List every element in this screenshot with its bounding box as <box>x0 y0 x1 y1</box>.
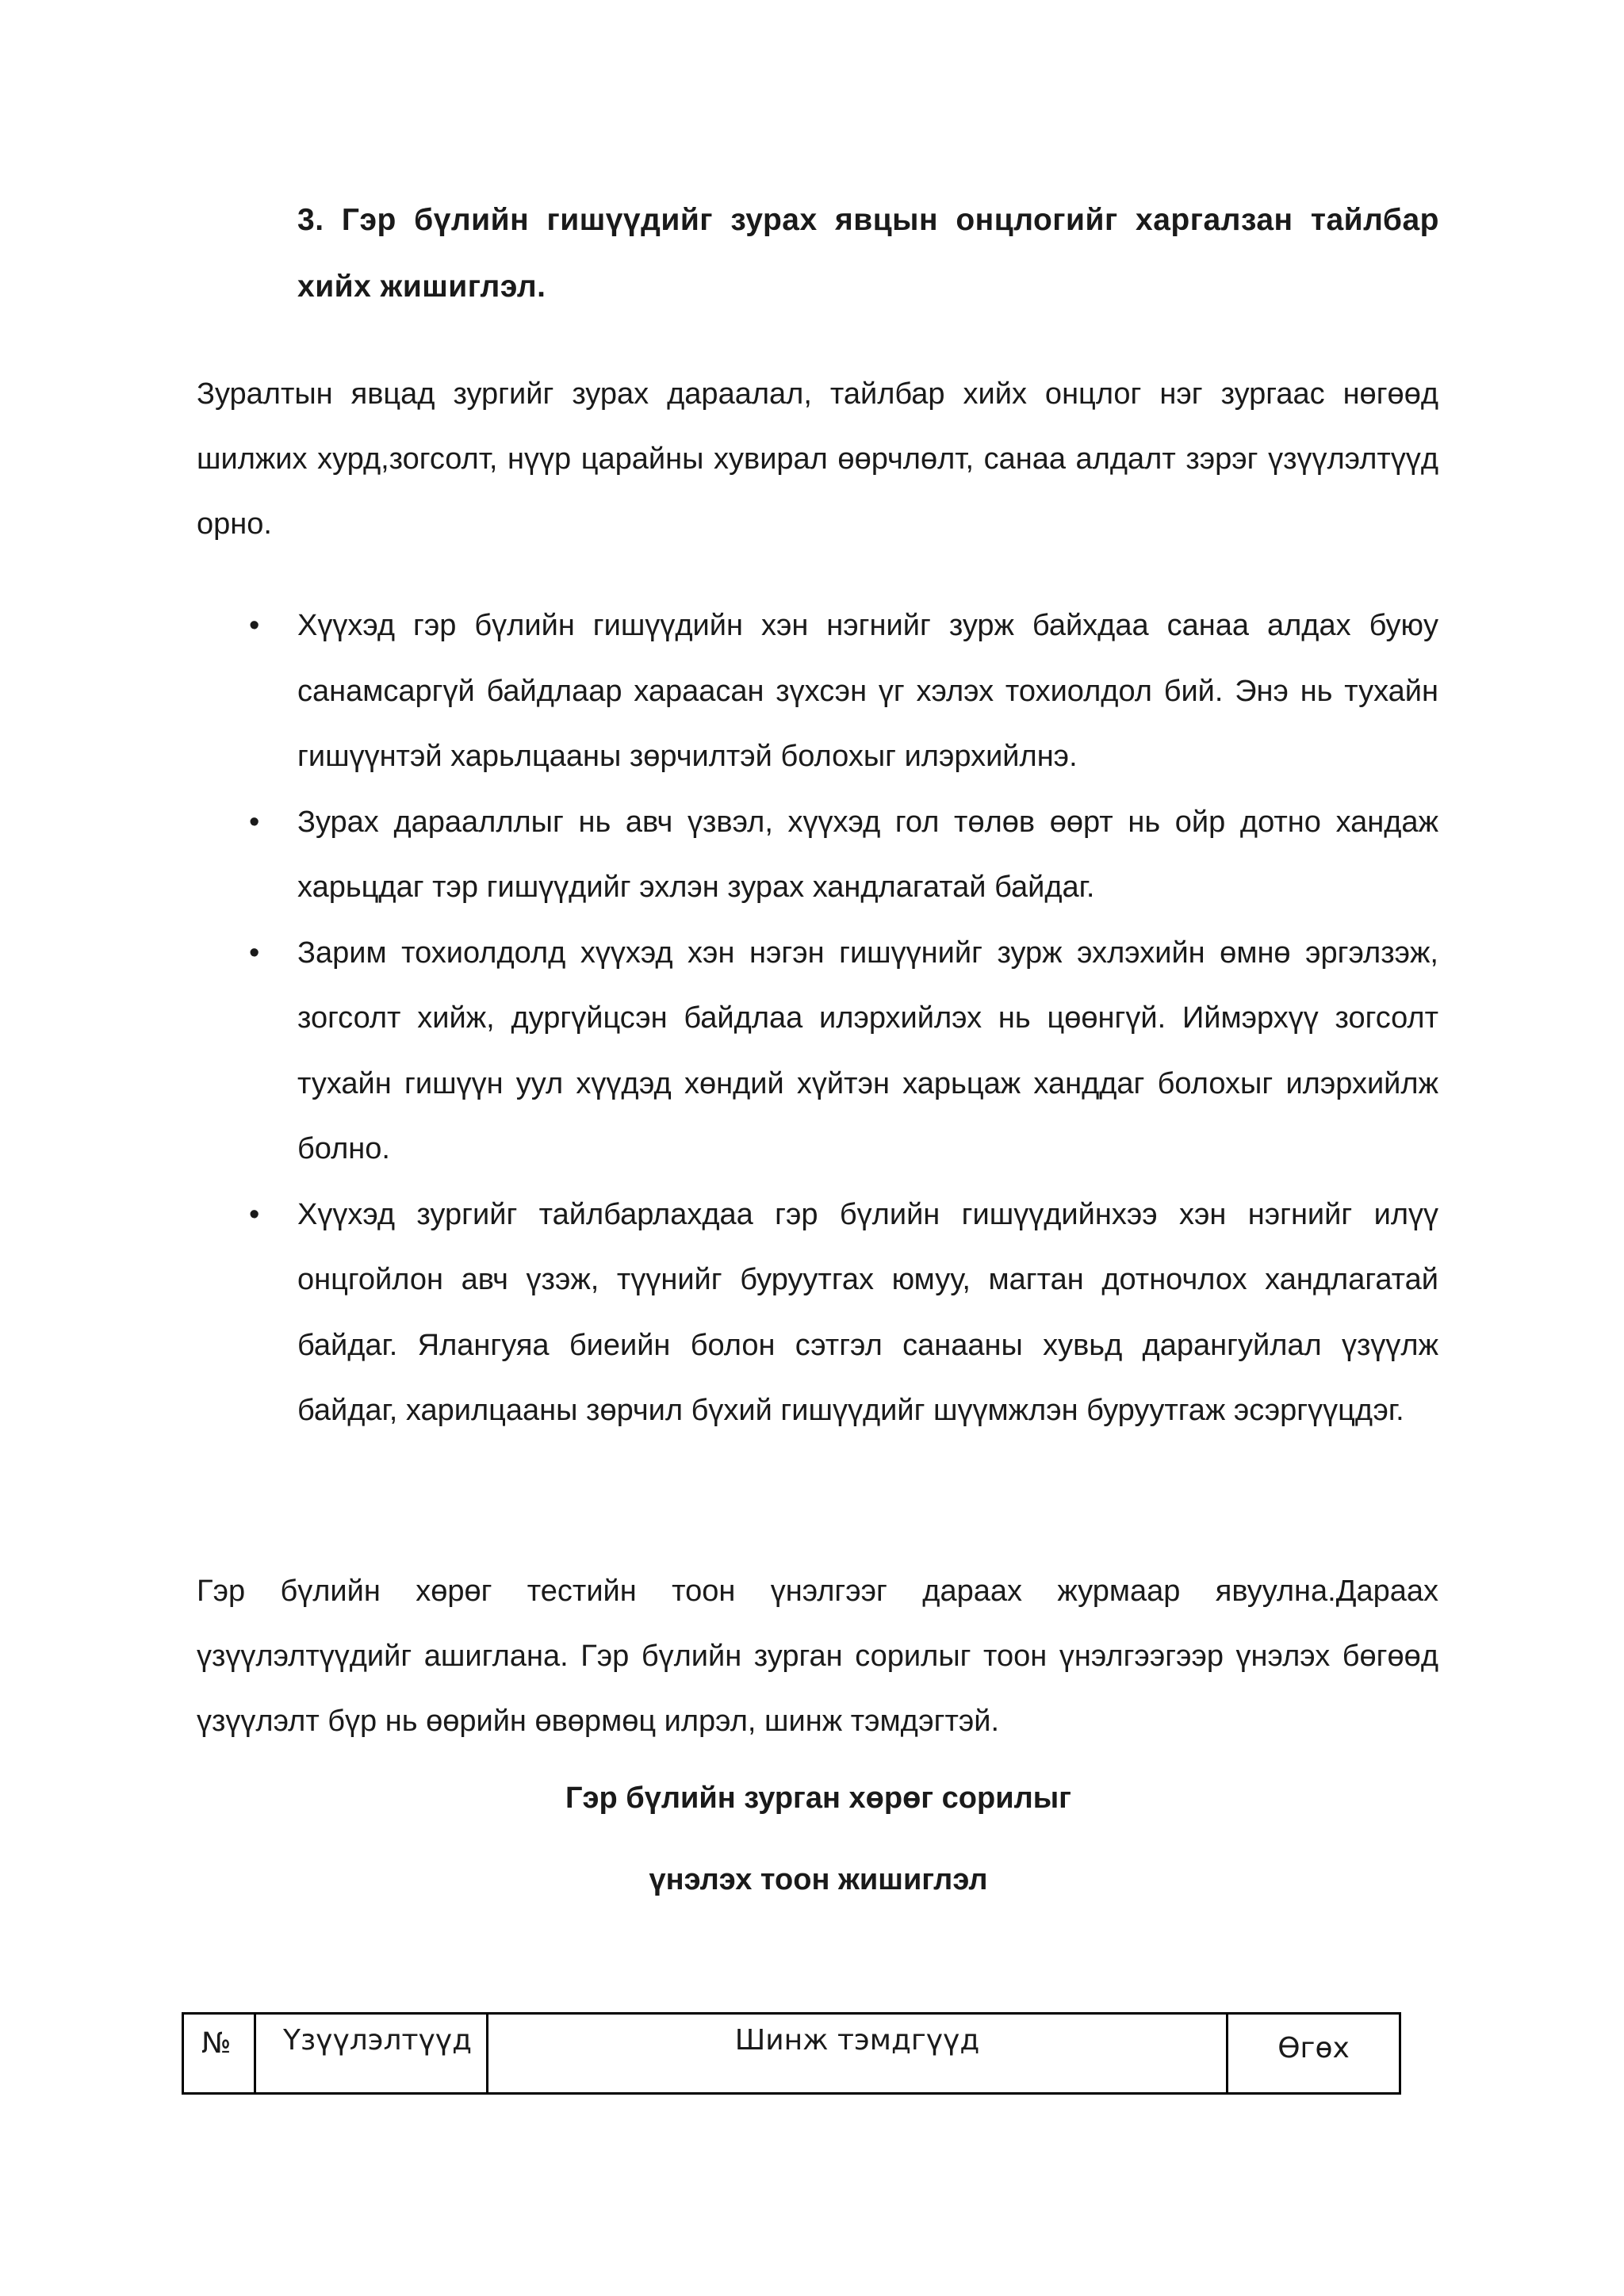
bullet-icon: • <box>249 1197 260 1231</box>
bullet-list <box>197 593 1438 1444</box>
intro-paragraph: Зуралтын явцад зургийг зурах дараалал, тайлбар хийх онцлог нэг зургаас нөгөөд шилжих хурд,зогсолт, нүүр царайны хувирал өөрчлөлт, санаа алдалт зэрэг үзүүлэлтүүд орно. <box>197 377 1438 541</box>
list-item-text: Хүүхэд гэр бүлийн гишүүдийн хэн нэгнийг зурж байхдаа санаа алдах буюу санамсаргүй байдлаар хараасан зүхсэн үг хэлэх тохиолдол бий. Энэ нь тухайн гишүүнтэй харьлцааны зөрчилтэй болохыг илэрхийлнэ. <box>297 609 1438 773</box>
bullet-icon: • <box>249 936 260 970</box>
method-paragraph: Гэр бүлийн хөрөг тестийн тоон үнэлгээг дараах журмаар явуулна.Дараах үзүүлэлтүүдийг ашиглана. Гэр бүлийн зурган сорилыг тоон үнэлгээгээр үнэлэх бөгөөд үзүүлэлт бүр нь өөрийн өвөрмөц илрэл, шинж тэмдэгтэй. <box>197 1575 1438 1738</box>
list-item <box>197 593 1438 790</box>
scoring-table <box>182 2012 1401 2095</box>
section-heading: 3. Гэр бүлийн гишүүдийг зурах явцын онцлогийг харгалзан тайлбар хийх жишиглэл. <box>297 203 1439 304</box>
header-signs: Шинж тэмдгүүд <box>734 2024 980 2057</box>
table-header-cell <box>1228 2014 1400 2094</box>
header-indicators: Үзүүлэлтүүд <box>283 2024 472 2057</box>
table-title-line-1: Гэр бүлийн зурган хөрөг сорилыг <box>565 1781 1072 1815</box>
list-item <box>197 920 1438 1182</box>
table-header-cell <box>255 2014 488 2094</box>
list-item-text: Зарим тохиолдолд хүүхэд хэн нэгэн гишүүнийг зурж эхлэхийн өмнө эргэлзэж, зогсолт хийж, дургүйцсэн байдлаа илэрхийлэх нь цөөнгүй. Иймэрхүү зогсолт тухайн гишүүн уул хүүдэд хөндий хүйтэн харьцаж ханддаг болохыг илэрхийлж болно. <box>297 936 1438 1165</box>
table-header-row <box>183 2014 1400 2094</box>
header-score: Өгөх <box>1277 2032 1350 2064</box>
table-header-cell <box>488 2014 1228 2094</box>
list-item-text: Зурах дараалллыг нь авч үзвэл, хүүхэд гол төлөв өөрт нь ойр дотно хандаж харьцдаг тэр гишүүдийг эхлэн зурах хандлагатай байдаг. <box>297 805 1438 904</box>
table-title-line-2: үнэлэх тоон жишиглэл <box>649 1863 988 1896</box>
bullet-icon: • <box>249 609 260 642</box>
header-number: № <box>201 2027 232 2060</box>
list-item-text: Хүүхэд зургийг тайлбарлахдаа гэр бүлийн гишүүдийнхээ хэн нэгнийг илүү онцгойлон авч үзэж, түүнийг буруутгах юмуу, магтан дотночлох хандлагатай байдаг. Ялангуяа биеийн болон сэтгэл санааны хувьд дарангуйлал үзүүлж байдаг, харилцааны зөрчил бүхий гишүүдийг шүүмжлэн буруутгаж эсэргүүцдэг. <box>297 1197 1438 1427</box>
list-item <box>197 790 1438 920</box>
list-item <box>197 1182 1438 1444</box>
table-header-cell <box>183 2014 255 2094</box>
bullet-icon: • <box>249 805 260 839</box>
